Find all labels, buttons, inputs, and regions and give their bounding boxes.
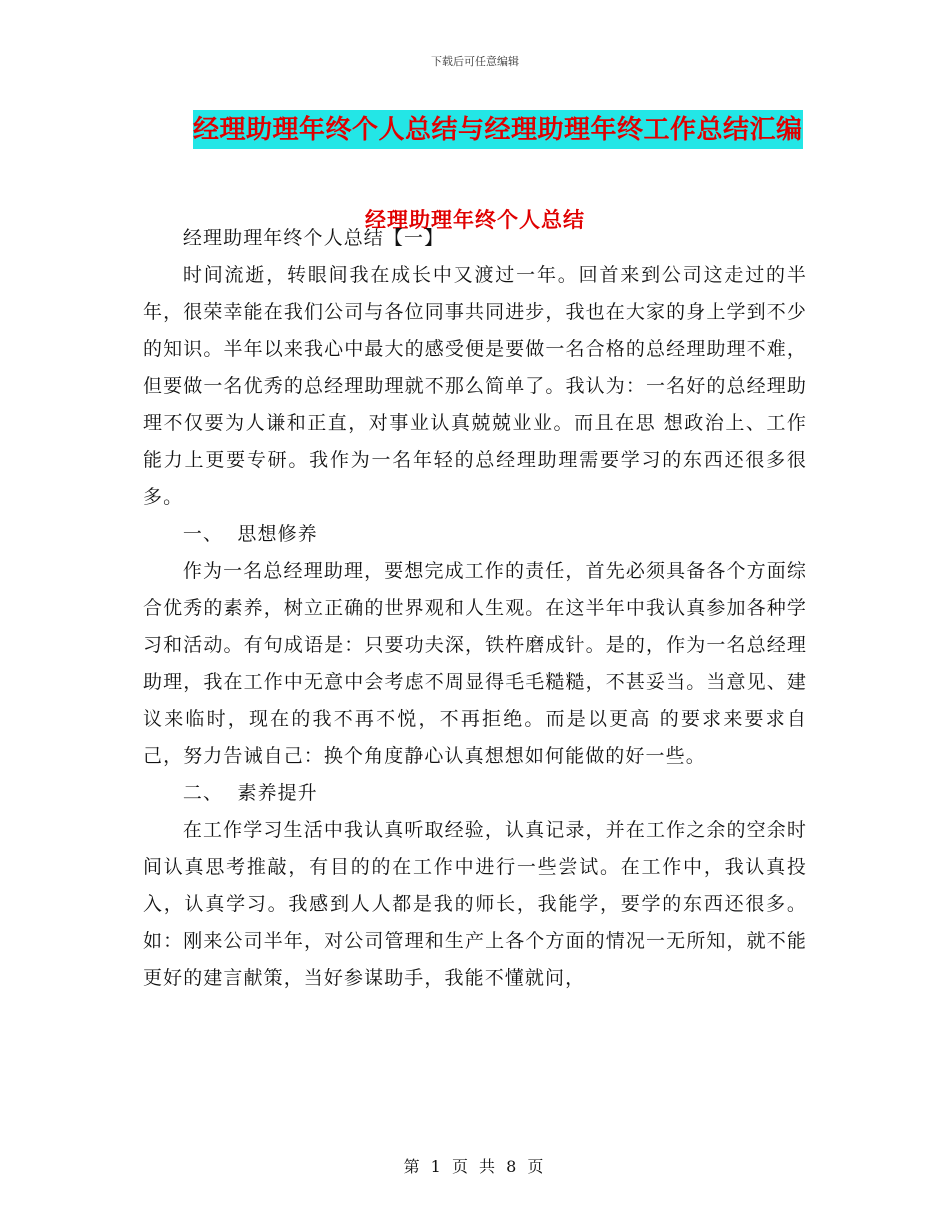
paragraph: 作为一名总经理助理，要想完成工作的责任，首先必须具备各个方面综合优秀的素养，树立正确的世界观和人生观。在这半年中我认真参加各种学习和活动。有句成语是：只要功夫深，铁杵磨成针。是的，作为一名总经理助理，我在工作中无意中会考虑不周显得毛毛糙糙，不甚妥当。当意见、建议来临时，现在的我不再不悦，不再拒绝。而是以更高 的要求来要求自己，努力告诫自己：换个角度静心认真想想如何能做的好一些。 [143,560,807,767]
section-heading: 一、 思想修养 [182,523,318,545]
document-body [143,220,807,997]
section-title: 经理助理年终个人总结 [365,207,585,232]
paragraph: 时间流逝，转眼间我在成长中又渡过一年。回首来到公司这走过的半年，很荣幸能在我们公司与各位同事共同进步，我也在大家的身上学到不少的知识。半年以来我心中最大的感受便是要做一名合格的总经理助理不难，但要做一名优秀的总经理助理就不那么简单了。我认为：一名好的总经理助理不仅要为人谦和正直，对事业认真兢兢业业。而且在思 想政治上、工作能力上更要专研。我作为一名年轻的总经理助理需要学习的东西还很多很多。 [143,264,807,508]
paragraph: 在工作学习生活中我认真听取经验，认真记录，并在工作之余的空余时间认真思考推敲，有目的的在工作中进行一些尝试。在工作中，我认真投入，认真学习。我感到人人都是我的师长，我能学，要学的东西还很多。如：刚来公司半年，对公司管理和生产上各个方面的情况一无所知，就不能更好的建言献策，当好参谋助手，我能不懂就问， [143,819,807,989]
header-note: 下载后可任意编辑 [431,55,519,68]
page-number: 第 1 页 共 8 页 [403,1157,547,1176]
document-title: 经理助理年终个人总结与经理助理年终工作总结汇编 [193,110,803,149]
paragraph: 经理助理年终个人总结【一】 [182,227,445,249]
section-heading: 二、 素养提升 [182,782,318,804]
